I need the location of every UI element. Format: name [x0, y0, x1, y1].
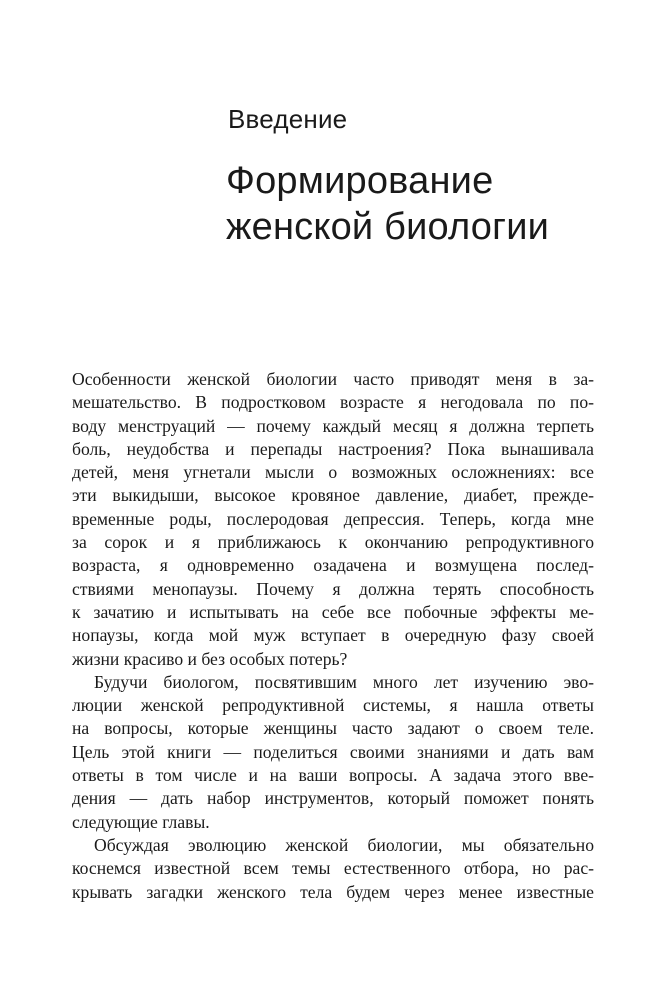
chapter-title: [226, 158, 646, 250]
paragraph-1: [72, 368, 594, 671]
text-line: ствиями менопаузы. Почему я должна терять способность: [72, 578, 594, 599]
text-line: ответы в том числе и на ваши вопросы. А задача этого вве-: [72, 765, 594, 786]
text-line: крывать загадки женского тела будем через менее известные: [72, 881, 594, 902]
text-line: Будучи биологом, посвятившим много лет изучению эво-: [94, 671, 594, 692]
text-line: за сорок и я приближаюсь к окончанию репродуктивного: [72, 532, 594, 553]
chapter-title-line: женской биологии: [226, 206, 550, 248]
text-line: детей, меня угнетали мысли о возможных осложнениях: все: [72, 462, 594, 483]
text-line: Обсуждая эволюцию женской биологии, мы обязательно: [94, 834, 594, 855]
text-line: Особенности женской биологии часто приводят меня в за-: [72, 369, 594, 389]
text-line: коснемся известной всем темы естественного отбора, но рас-: [72, 858, 594, 879]
text-line: дения — дать набор инструментов, который поможет понять: [72, 788, 594, 809]
text-line: боль, неудобства и перепады настроения? Пока вынашивала: [72, 438, 594, 459]
body-text: [72, 368, 594, 904]
chapter-label: Введение: [228, 104, 348, 134]
text-line: на вопросы, которые женщины часто задают о своем теле.: [72, 718, 594, 739]
text-line: эти выкидыши, высокое кровяное давление, диабет, прежде-: [72, 485, 594, 506]
text-line: нопаузы, когда мой муж вступает в очередную фазу своей: [72, 625, 594, 646]
text-line: к зачатию и испытывать на себе все побочные эффекты ме-: [72, 601, 594, 622]
text-line: следующие главы.: [72, 811, 210, 832]
text-line: жизни красиво и без особых потерь?: [72, 648, 348, 669]
text-line: временные роды, послеродовая депрессия. Теперь, когда мне: [72, 508, 594, 529]
text-line: воду менструаций — почему каждый месяц я должна терпеть: [72, 415, 594, 436]
paragraph-2: [72, 671, 594, 834]
chapter-title-line: Формирование: [226, 160, 494, 202]
text-line: возраста, я одновременно озадачена и возмущена послед-: [72, 555, 594, 576]
text-line: Цель этой книги — поделиться своими знаниями и дать вам: [72, 741, 594, 762]
text-line: люции женской репродуктивной системы, я нашла ответы: [72, 695, 594, 716]
paragraph-3: [72, 834, 594, 904]
text-line: мешательство. В подростковом возрасте я негодовала по по-: [72, 392, 594, 413]
